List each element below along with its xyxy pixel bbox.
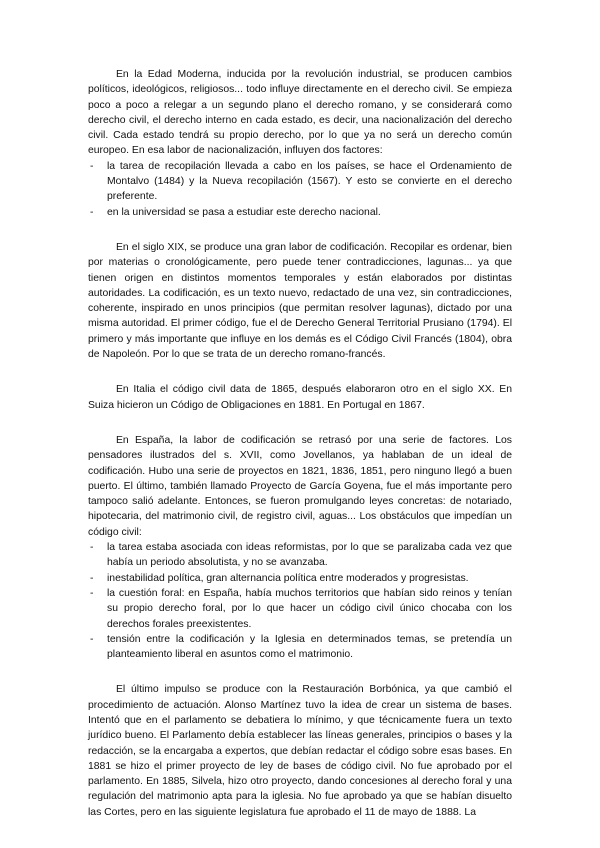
- obstacles-list: [88, 540, 512, 662]
- paragraph-siglo-xix: En el siglo XIX, se produce una gran labor de codificación. Recopilar es ordenar, bien por materias o cronológicamente, pero puede tener contradicciones, lagunas... ya que tienen origen en distintos momentos temporales y están elaborados por distintas autoridades. La codificación, es un texto nuevo, redactado de una vez, sin contradicciones, coherente, inspirado en unos principios (que permitan resolver lagunas), dictado por una misma autoridad. El primer código, fue el de Derecho General Territorial Prusiano (1794). El primero y más importante que influye en los demás es el Código Civil Francés (1804), obra de Napoleón. Por lo que se trata de un derecho romano-francés.: [88, 241, 512, 361]
- paragraph-edad-moderna: En la Edad Moderna, inducida por la revolución industrial, se producen cambios políticos, ideológicos, religiosos... todo influye directamente en el derecho civil. Se empieza poco a poco a relegar a un segundo plano el derecho romano, y se considerará como derecho civil, el derecho interno en cada estado, es decir, una nacionalización del derecho civil. Cada estado tendrá su propio derecho, por lo que ya no será un derecho común europeo. En esa labor de nacionalización, influyen dos factores:: [88, 69, 512, 157]
- document-body: [88, 67, 512, 820]
- list-item: - en la universidad se pasa a estudiar este derecho nacional.: [88, 205, 512, 220]
- list-item: - inestabilidad política, gran alternancia política entre moderados y progresistas.: [88, 571, 512, 586]
- list-item: - la tarea de recopilación llevada a cabo en los países, se hace el Ordenamiento de Montalvo (1484) y la Nueva recopilación (1567). Y esto se convierte en el derecho preferente.: [88, 159, 512, 205]
- paragraph-italia: En Italia el código civil data de 1865, después elaboraron otro en el siglo XX. En Suiza hicieron un Código de Obligaciones en 1881. En Portugal en 1867.: [88, 384, 512, 411]
- list-item: - tensión entre la codificación y la Iglesia en determinados temas, se pretendía un planteamiento liberal en asuntos como el matrimonio.: [88, 632, 512, 663]
- paragraph-restauracion: El último impulso se produce con la Restauración Borbónica, ya que cambió el procedimiento de actuación. Alonso Martínez tuvo la idea de crear un sistema de bases. Intentó que en el parlamento se debatiera lo mínimo, y que técnicamente fuera un texto jurídico bueno. El Parlamento debía establecer las líneas generales, principios o bases y la redacción, se la encargaba a expertos, que debían redactar el código sobre esas bases. En 1881 se hizo el primer proyecto de ley de bases de código civil. No fue aprobado por el parlamento. En 1885, Silvela, hizo otro proyecto, dando concesiones al derecho foral y una regulación del matrimonio apta para la iglesia. No fue aprobado ya que se habían disuelto las Cortes, pero en las siguiente legislatura fue aprobado el 11 de mayo de 1888. La: [88, 684, 512, 818]
- factors-list: [88, 159, 512, 220]
- paragraph-espana: En España, la labor de codificación se retrasó por una serie de factores. Los pensadores ilustrados del s. XVII, como Jovellanos, ya hablaban de un ideal de codificación. Hubo una serie de proyectos en 1821, 1836, 1851, pero ninguno llegó a buen puerto. El último, también llamado Proyecto de García Goyena, fue el más importante pero tampoco salió adelante. Entonces, se fueron promulgando leyes concretas: de notariado, hipotecaria, del matrimonio civil, de registro civil, aguas... Los obstáculos que impedían un código civil:: [88, 434, 512, 538]
- list-item: - la cuestión foral: en España, había muchos territorios que habían sido reinos y tenían su propio derecho foral, por lo que hacer un código civil único chocaba con los derechos forales preexistentes.: [88, 586, 512, 632]
- list-item: - la tarea estaba asociada con ideas reformistas, por lo que se paralizaba cada vez que había un periodo absolutista, y no se avanzaba.: [88, 540, 512, 571]
